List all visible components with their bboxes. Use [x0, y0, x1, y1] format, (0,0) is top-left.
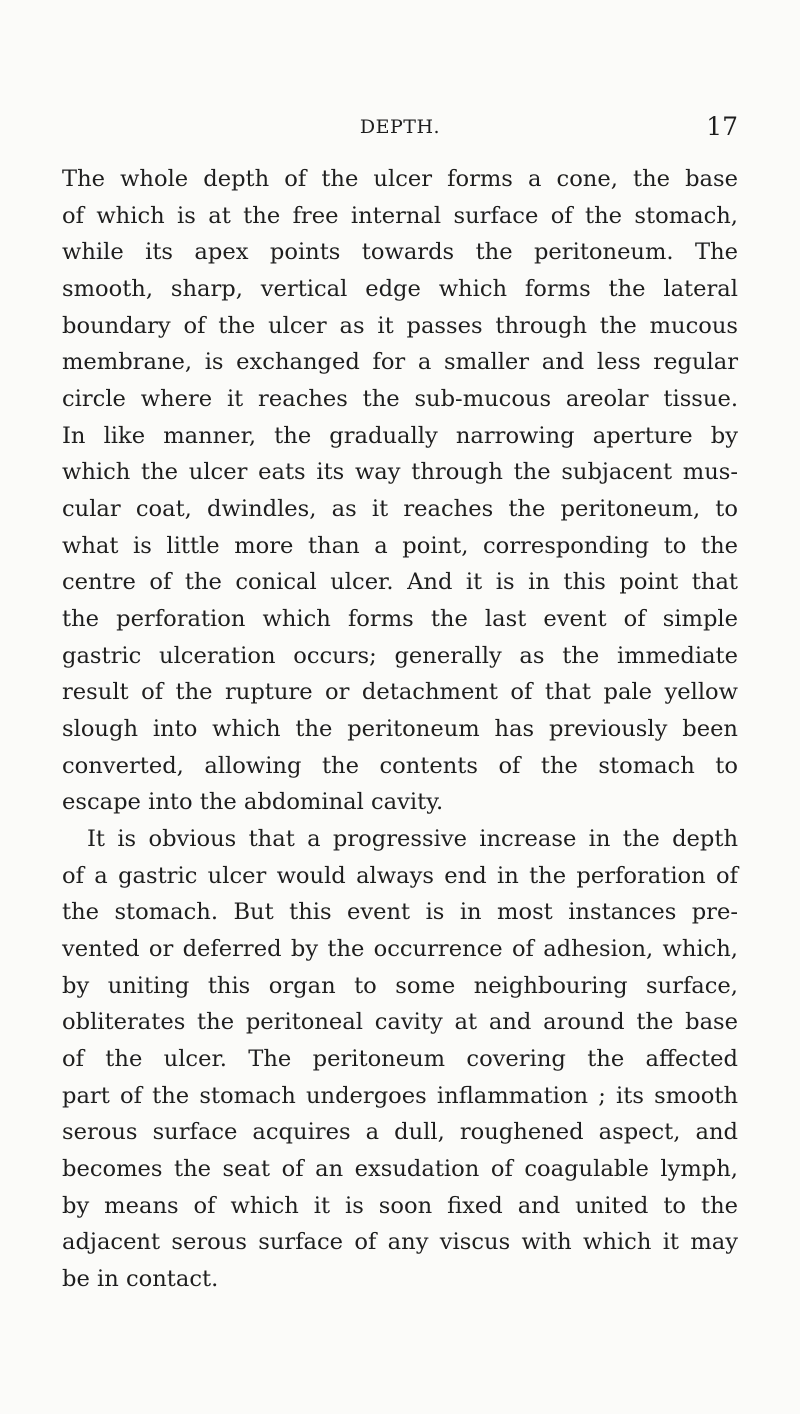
- text-line: of a gastric ulcer would always end in the perforation of: [62, 862, 738, 889]
- text-line: vented or deferred by the occurrence of adhesion, which,: [62, 936, 738, 963]
- text-line: boundary of the ulcer as it passes through the mucous: [62, 312, 738, 339]
- text-line: while its apex points towards the peritoneum. The: [62, 239, 738, 266]
- text-line: circle where it reaches the sub-mucous areolar tissue.: [62, 386, 738, 413]
- text-line: the perforation which forms the last event of simple: [62, 606, 738, 633]
- text-line: the stomach. But this event is in most instances pre-: [62, 899, 738, 926]
- text-line: cular coat, dwindles, as it reaches the peritoneum, to: [62, 496, 738, 523]
- text-line: converted, allowing the contents of the stomach to: [62, 752, 738, 779]
- paragraph-2: [62, 821, 738, 1298]
- text-line: be in contact.: [62, 1266, 219, 1293]
- text-line: centre of the conical ulcer. And it is in this point that: [62, 569, 738, 596]
- text-line: It is obvious that a progressive increase in the depth: [87, 826, 738, 853]
- text-line: serous surface acquires a dull, roughened aspect, and: [62, 1119, 738, 1146]
- running-head-title: DEPTH.: [359, 116, 441, 138]
- text-line: slough into which the peritoneum has previously been: [62, 716, 738, 743]
- text-line: In like manner, the gradually narrowing aperture by: [62, 422, 738, 449]
- text-line: by means of which it is soon fixed and united to the: [62, 1192, 738, 1219]
- text-line: of the ulcer. The peritoneum covering the affected: [62, 1046, 738, 1073]
- text-line: result of the rupture or detachment of that pale yellow: [62, 679, 738, 706]
- paragraph-1: [62, 161, 738, 821]
- text-line: gastric ulceration occurs; generally as the immediate: [62, 642, 738, 669]
- running-head: [62, 112, 738, 142]
- text-line: what is little more than a point, corresponding to the: [62, 532, 738, 559]
- text-line: adjacent serous surface of any viscus with which it may: [62, 1229, 738, 1256]
- text-line: becomes the seat of an exsudation of coagulable lymph,: [62, 1156, 738, 1183]
- text-line: obliterates the peritoneal cavity at and around the base: [62, 1009, 738, 1036]
- text-line: part of the stomach undergoes inflammation ; its smooth: [62, 1082, 738, 1109]
- text-line: membrane, is exchanged for a smaller and less regular: [62, 349, 738, 376]
- body-text: [62, 161, 738, 1298]
- page-number: 17: [706, 112, 738, 141]
- text-line: The whole depth of the ulcer forms a cone, the base: [62, 166, 738, 192]
- text-line: by uniting this organ to some neighbouring surface,: [62, 972, 738, 999]
- text-line: which the ulcer eats its way through the subjacent mus-: [62, 459, 738, 486]
- text-line: smooth, sharp, vertical edge which forms the lateral: [62, 276, 738, 303]
- text-line: of which is at the free internal surface of the stomach,: [62, 202, 738, 229]
- text-line: escape into the abdominal cavity.: [62, 789, 444, 816]
